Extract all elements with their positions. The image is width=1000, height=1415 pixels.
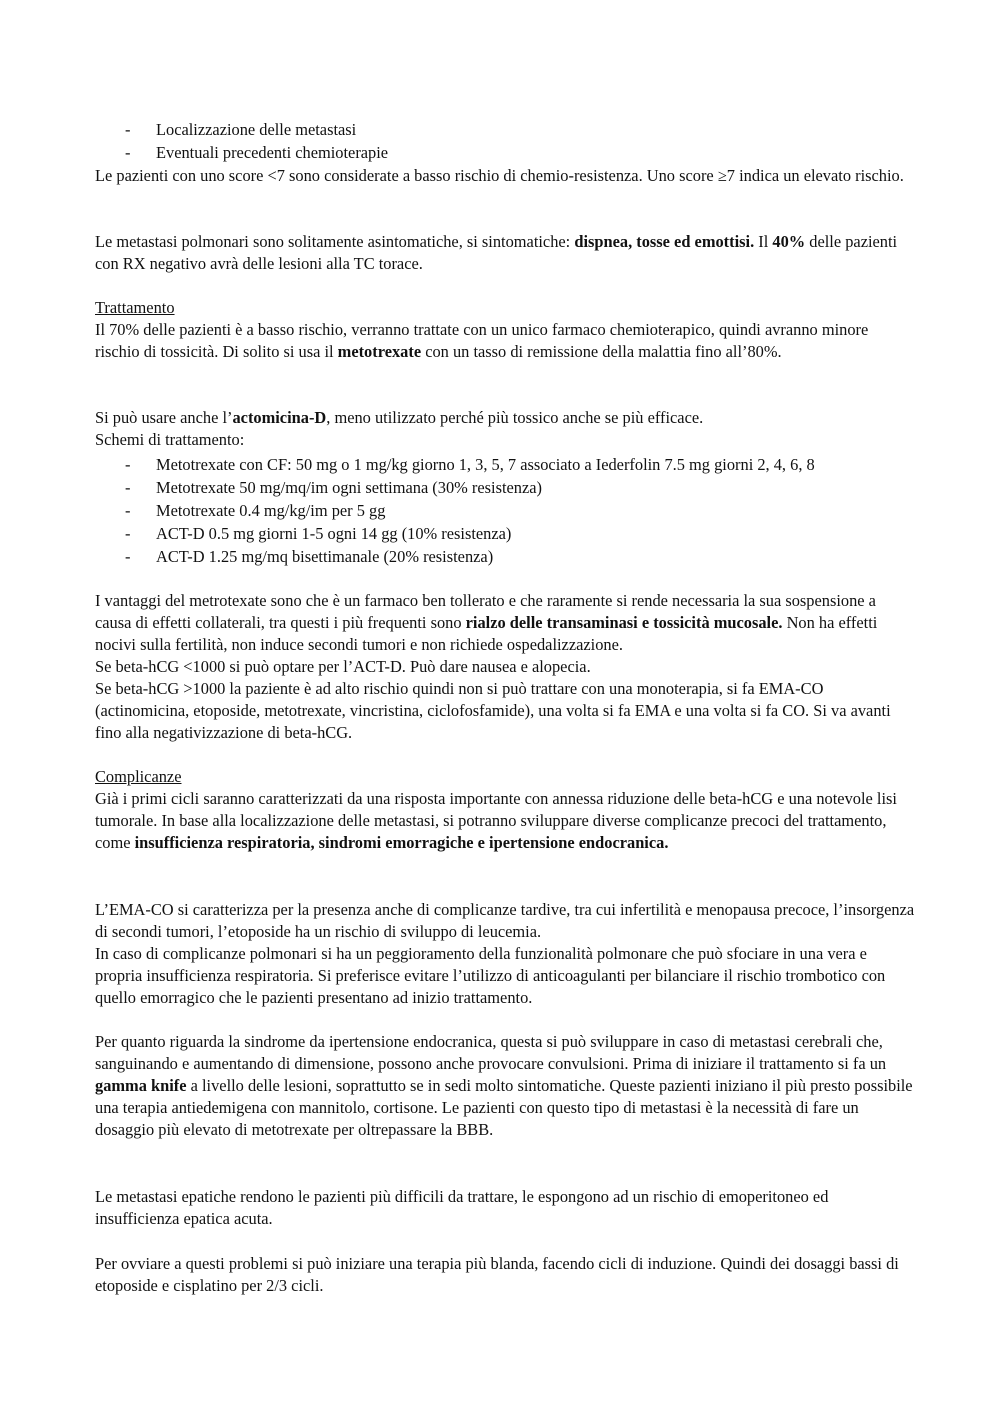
list-item: - Metotrexate con CF: 50 mg o 1 mg/kg giorno 1, 3, 5, 7 associato a Iederfolin 7.5 mg giorni 2, 4, 6, 8 xyxy=(125,455,815,474)
list-item: - Eventuali precedenti chemioterapie xyxy=(125,143,389,162)
heading-trattamento: Trattamento xyxy=(95,298,175,317)
paragraph-metastasi-epatiche: Le metastasi epatiche rendono le pazienti più difficili da trattare, le espongono ad un rischio di emoperitoneo ed insufficienza epatica acuta. xyxy=(95,1187,829,1228)
paragraph-ema-co: L’EMA-CO si caratterizza per la presenza anche di complicanze tardive, tra cui infertilità e menopausa precoce, l’insorgenza di secondi tumori, l’etoposide ha un rischio di sviluppo di leucemia. In caso di complicanze polmonari si ha un peggioramento della funzionalità polmonare che può sfociare in una vera e propria insufficienza respiratoria. Si preferisce evitare l’utilizzo di anticoagulanti per bilanciare il rischio trombotico con quello emorragico che le pazienti presentano ad inizio trattamento. xyxy=(95,900,915,1007)
list-item: - ACT-D 0.5 mg giorni 1-5 ogni 14 gg (10% resistenza) xyxy=(125,524,512,543)
heading-complicanze: Complicanze xyxy=(95,767,182,786)
list-item: - Metotrexate 50 mg/mq/im ogni settimana (30% resistenza) xyxy=(125,478,542,497)
list-item: - Localizzazione delle metastasi xyxy=(125,120,357,139)
paragraph-score: Le pazienti con uno score <7 sono considerate a basso rischio di chemio-resistenza. Uno score ≥7 indica un elevato rischio. xyxy=(95,166,904,185)
list-item: - ACT-D 1.25 mg/mq bisettimanale (20% resistenza) xyxy=(125,547,494,566)
paragraph-ovviare: Per ovviare a questi problemi si può iniziare una terapia più blanda, facendo cicli di induzione. Quindi dei dosaggi bassi di etoposide e cisplatino per 2/3 cicli. xyxy=(95,1254,899,1295)
schemi-label: Schemi di trattamento: xyxy=(95,430,245,449)
paragraph-trattamento: Il 70% delle pazienti è a basso rischio, verranno trattate con un unico farmaco chemioterapico, quindi avranno minore rischio di tossicità. Di solito si usa il metotrexate con un tasso di remissione della malattia fino all’80%. xyxy=(95,320,869,361)
paragraph-ipertensione: Per quanto riguarda la sindrome da ipertensione endocranica, questa si può sviluppare in caso di metastasi cerebrali che, sanguinando e aumentando di dimensione, possono anche provocare convulsioni. Prima di iniziare il trattamento si fa un gamma knife a livello delle lesioni, soprattutto se in sedi molto sintomatiche. Queste pazienti iniziano il più presto possibile una terapia antiedemigena con mannitolo, cortisone. Le pazienti con questo tipo di metastasi è la necessità di fare un dosaggio più elevato di metotrexate per oltrepassare la BBB. xyxy=(95,1032,913,1139)
paragraph-complicanze: Già i primi cicli saranno caratterizzati da una risposta importante con annessa riduzione delle beta-hCG e una notevole lisi tumorale. In base alla localizzazione delle metastasi, si potranno sviluppare diverse complicanze precoci del trattamento, come insufficienza respiratoria, sindromi emorragiche e ipertensione endocranica. xyxy=(95,789,897,852)
paragraph-actomicina: Si può usare anche l’actomicina-D, meno utilizzato perché più tossico anche se più efficace. xyxy=(95,408,704,427)
paragraph-vantaggi: I vantaggi del metrotexate sono che è un farmaco ben tollerato e che raramente si rende necessaria la sua sospensione a causa di effetti collaterali, tra questi i più frequenti sono rialzo delle transaminasi e tossicità mucosale. Non ha effetti nocivi sulla fertilità, non induce secondi tumori e non richiede ospedalizzazione. Se beta-hCG <1000 si può optare per l’ACT-D. Può dare nausea e alopecia. Se beta-hCG >1000 la paziente è ad alto rischio quindi non si può trattare con una monoterapia, si fa EMA-CO (actinomicina, etoposide, metotrexate, vincristina, ciclofosfamide), una volta si fa EMA e una volta si fa CO. Si va avanti fino alla negativizzazione di beta-hCG. xyxy=(95,591,891,742)
paragraph-metastasi-polmonari: Le metastasi polmonari sono solitamente asintomatiche, si sintomatiche: dispnea, tosse ed emottisi. Il 40% delle pazienti con RX negativo avrà delle lesioni alla TC torace. xyxy=(95,232,898,273)
list-item: - Metotrexate 0.4 mg/kg/im per 5 gg xyxy=(125,501,386,520)
